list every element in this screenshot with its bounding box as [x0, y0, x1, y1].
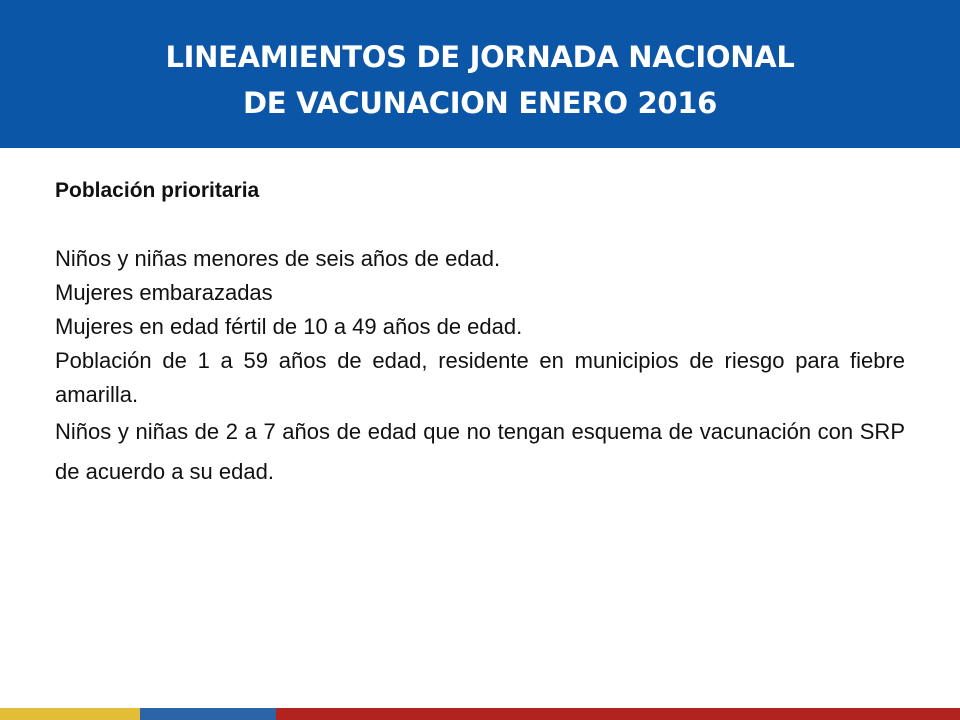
list-item: Mujeres embarazadas — [55, 280, 273, 305]
slide-title-line-1: LINEAMIENTOS DE JORNADA NACIONAL — [165, 40, 795, 74]
footer-yellow-segment — [0, 708, 140, 720]
list-item: Población de 1 a 59 años de edad, residente en municipios de riesgo para fiebre amarilla. — [55, 348, 905, 407]
title-band — [0, 0, 960, 148]
footer-red-segment — [276, 708, 960, 720]
footer-color-bar — [0, 708, 960, 720]
section-heading: Población prioritaria — [55, 179, 260, 202]
list-item: Niños y niñas de 2 a 7 años de edad que no tengan esquema de vacunación con SRP de acuerdo a su edad. — [55, 419, 905, 484]
list-item: Mujeres en edad fértil de 10 a 49 años de edad. — [55, 314, 523, 339]
list-item: Niños y niñas menores de seis años de edad. — [55, 246, 501, 271]
slide-title-line-2: DE VACUNACION ENERO 2016 — [242, 86, 718, 120]
slide-body — [55, 174, 905, 492]
footer-blue-segment — [140, 708, 276, 720]
slide-title — [0, 34, 960, 126]
